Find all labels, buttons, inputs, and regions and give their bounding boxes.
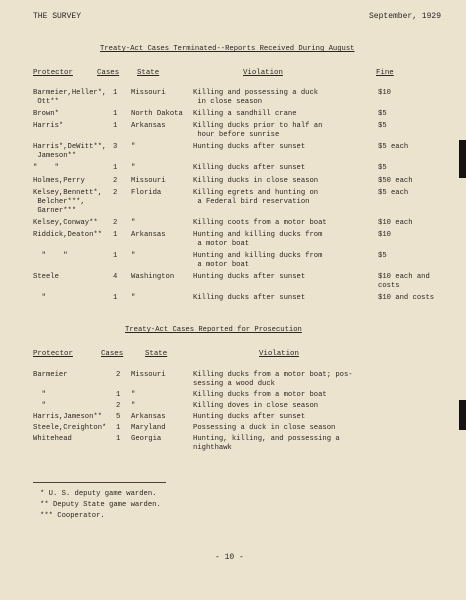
protector-cell: Steele: [33, 273, 59, 281]
cases-cell: 2: [116, 371, 121, 379]
state-cell: Arkansas: [131, 122, 166, 130]
violation-cell: sessing a wood duck: [193, 380, 275, 388]
state-cell: Arkansas: [131, 231, 166, 239]
page-number: - 10 -: [215, 553, 244, 562]
violation-cell: a Federal bird reservation: [193, 198, 310, 206]
fine-cell: $10: [378, 89, 391, 97]
violation-cell: Possessing a duck in close season: [193, 424, 336, 432]
s1-header-violation: Violation: [243, 69, 283, 77]
violation-cell: Killing egrets and hunting on: [193, 189, 319, 197]
protector-cell: Barmeier,Heller*,: [33, 89, 107, 97]
fine-cell: $10 and costs: [378, 294, 435, 302]
state-cell: Arkansas: [131, 413, 166, 421]
cases-cell: 1: [113, 110, 118, 118]
violation-cell: nighthawk: [193, 444, 232, 452]
fine-cell: $10: [378, 231, 391, 239]
cases-cell: 3: [113, 143, 118, 151]
cases-cell: 1: [113, 122, 118, 130]
fine-cell: $5 each: [378, 143, 409, 151]
violation-cell: a motor boat: [193, 261, 250, 269]
s2-header-cases: Cases: [101, 350, 124, 358]
footnote: *** Cooperator.: [40, 512, 105, 520]
s2-header-protector: Protector: [33, 350, 73, 358]
violation-cell: Hunting, killing, and possessing a: [193, 435, 340, 443]
state-cell: North Dakota: [131, 110, 183, 118]
fine-cell: costs: [378, 282, 400, 290]
protector-cell: Harris*,DeWitt**,: [33, 143, 107, 151]
violation-cell: Killing ducks from a motor boat; pos-: [193, 371, 353, 379]
s1-header-state: State: [137, 69, 160, 77]
cases-cell: 2: [116, 402, 121, 410]
running-header-left: THE SURVEY: [33, 12, 82, 21]
protector-cell: Garner***: [33, 207, 77, 215]
state-cell: ": [131, 164, 136, 172]
fine-cell: $5: [378, 164, 387, 172]
s1-header-cases: Cases: [97, 69, 120, 77]
cases-cell: 1: [116, 391, 121, 399]
protector-cell: Belcher***,: [33, 198, 85, 206]
violation-cell: Killing doves in close season: [193, 402, 319, 410]
cases-cell: 5: [116, 413, 121, 421]
protector-cell: ": [33, 294, 46, 302]
protector-cell: Riddick,Deaton**: [33, 231, 103, 239]
s1-header-protector: Protector: [33, 69, 73, 77]
violation-cell: Hunting ducks after sunset: [193, 413, 306, 421]
violation-cell: Killing ducks from a motor boat: [193, 391, 327, 399]
cases-cell: 2: [113, 219, 118, 227]
violation-cell: a motor boat: [193, 240, 250, 248]
violation-cell: in close season: [193, 98, 263, 106]
footnote-rule: [33, 482, 166, 483]
state-cell: Missouri: [131, 89, 166, 97]
protector-cell: " ": [33, 252, 68, 260]
footnote: * U. S. deputy game warden.: [40, 490, 157, 498]
violation-cell: Killing ducks after sunset: [193, 164, 306, 172]
fine-cell: $5: [378, 252, 387, 260]
violation-cell: Hunting ducks after sunset: [193, 143, 306, 151]
state-cell: ": [131, 143, 136, 151]
cases-cell: 1: [113, 231, 118, 239]
footnote: ** Deputy State game warden.: [40, 501, 161, 509]
state-cell: Missouri: [131, 371, 166, 379]
state-cell: ": [131, 402, 136, 410]
fine-cell: $5: [378, 122, 387, 130]
state-cell: ": [131, 252, 136, 260]
violation-cell: Killing ducks in close season: [193, 177, 319, 185]
violation-cell: Killing ducks prior to half an: [193, 122, 323, 130]
cases-cell: 2: [113, 177, 118, 185]
edge-shadow-mark: [459, 400, 466, 430]
state-cell: Georgia: [131, 435, 162, 443]
state-cell: Washington: [131, 273, 175, 281]
state-cell: Missouri: [131, 177, 166, 185]
violation-cell: Killing a sandhill crane: [193, 110, 297, 118]
s2-header-violation: Violation: [259, 350, 299, 358]
protector-cell: Kelsey,Bennett*,: [33, 189, 103, 197]
fine-cell: $10 each: [378, 219, 413, 227]
edge-shadow-mark: [459, 140, 466, 178]
violation-cell: Killing ducks after sunset: [193, 294, 306, 302]
protector-cell: Brown*: [33, 110, 59, 118]
fine-cell: $50 each: [378, 177, 413, 185]
protector-cell: Kelsey,Conway**: [33, 219, 98, 227]
state-cell: Maryland: [131, 424, 166, 432]
section1-title: Treaty-Act Cases Terminated--Reports Received During August: [100, 45, 355, 53]
cases-cell: 1: [113, 164, 118, 172]
state-cell: Florida: [131, 189, 162, 197]
protector-cell: Steele,Creighton*: [33, 424, 107, 432]
s1-header-fine: Fine: [376, 69, 394, 77]
violation-cell: Killing coots from a motor boat: [193, 219, 327, 227]
state-cell: ": [131, 219, 136, 227]
cases-cell: 1: [116, 424, 121, 432]
state-cell: ": [131, 294, 136, 302]
protector-cell: " ": [33, 164, 59, 172]
cases-cell: 2: [113, 189, 118, 197]
cases-cell: 1: [113, 252, 118, 260]
protector-cell: Ott**: [33, 98, 59, 106]
fine-cell: $5 each: [378, 189, 409, 197]
protector-cell: ": [33, 391, 46, 399]
violation-cell: Hunting ducks after sunset: [193, 273, 306, 281]
s2-header-state: State: [145, 350, 168, 358]
cases-cell: 4: [113, 273, 118, 281]
violation-cell: hour before sunrise: [193, 131, 280, 139]
section2-title: Treaty-Act Cases Reported for Prosecution: [125, 326, 302, 334]
cases-cell: 1: [113, 89, 118, 97]
violation-cell: Killing and possessing a duck: [193, 89, 319, 97]
protector-cell: Barmeier: [33, 371, 68, 379]
protector-cell: Whitehead: [33, 435, 72, 443]
state-cell: ": [131, 391, 136, 399]
protector-cell: ": [33, 402, 46, 410]
cases-cell: 1: [116, 435, 121, 443]
protector-cell: Holmes,Perry: [33, 177, 85, 185]
violation-cell: Hunting and killing ducks from: [193, 231, 323, 239]
fine-cell: $10 each and: [378, 273, 430, 281]
protector-cell: Harris*: [33, 122, 64, 130]
protector-cell: Harris,Jameson**: [33, 413, 103, 421]
protector-cell: Jameson**: [33, 152, 77, 160]
violation-cell: Hunting and killing ducks from: [193, 252, 323, 260]
running-header-right: September, 1929: [369, 12, 442, 21]
cases-cell: 1: [113, 294, 118, 302]
fine-cell: $5: [378, 110, 387, 118]
